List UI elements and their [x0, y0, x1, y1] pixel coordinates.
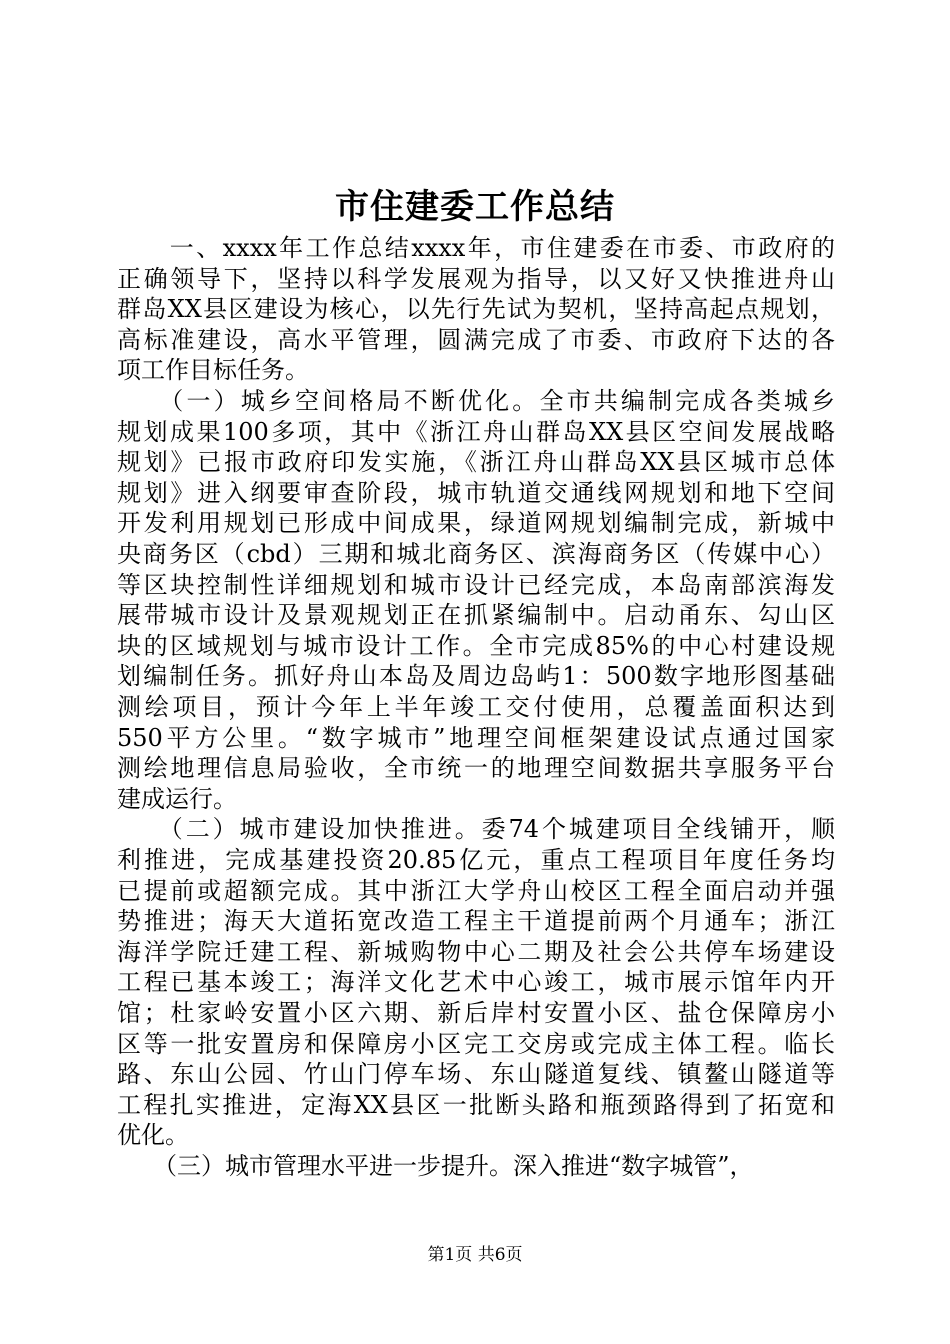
body-line: 路、东山公园、竹山门停车场、东山隧道复线、镇鳌山隧道等	[117, 1060, 835, 1089]
body-line: （一）城乡空间格局不断优化。全市共编制完成各类城乡	[117, 387, 835, 415]
body-line: 测绘项目，预计今年上半年竣工交付使用，总覆盖面积达到	[117, 693, 835, 721]
body-line: 正确领导下，坚持以科学发展观为指导，以又好又快推进舟山	[117, 264, 835, 293]
body-line: 优化。	[117, 1121, 189, 1150]
body-line: 规划成果100多项，其中《浙江舟山群岛XX县区空间发展战略	[117, 417, 835, 446]
body-line: 项工作目标任务。	[117, 356, 309, 385]
body-line: 开发利用规划已形成中间成果，绿道网规划编制完成，新城中	[117, 509, 835, 538]
body-line: 建成运行。	[117, 784, 237, 813]
body-line: 工程扎实推进，定海XX县区一批断头路和瓶颈路得到了拓宽和	[117, 1090, 835, 1119]
body-line: （二）城市建设加快推进。委74个城建项目全线铺开，顺	[117, 815, 835, 844]
body-line: 工程已基本竣工；海洋文化艺术中心竣工，城市展示馆年内开	[117, 968, 835, 997]
body-line: 央商务区（cbd）三期和城北商务区、滨海商务区（传媒中心）	[117, 540, 835, 568]
body-line: 区等一批安置房和保障房小区完工交房或完成主体工程。临长	[117, 1029, 835, 1058]
body-line: 群岛XX县区建设为核心，以先行先试为契机，坚持高起点规划，	[117, 295, 835, 324]
body-line: 利推进，完成基建投资20.85亿元，重点工程项目年度任务均	[117, 846, 835, 874]
body-line: 块的区域规划与城市设计工作。全市完成85%的中心村建设规	[117, 631, 835, 660]
body-line: 已提前或超额完成。其中浙江大学舟山校区工程全面启动并强	[117, 876, 835, 905]
document-title: 市住建委工作总结	[335, 187, 615, 227]
body-line: 规划》进入纲要审查阶段，城市轨道交通线网规划和地下空间	[117, 478, 835, 507]
body-line: 高标准建设，高水平管理，圆满完成了市委、市政府下达的各	[117, 325, 835, 354]
body-line: 馆；杜家岭安置小区六期、新后岸村安置小区、盐仓保障房小	[117, 999, 835, 1027]
page-footer: 第1页 共6页	[427, 1245, 523, 1265]
body-line: 一、xxxx年工作总结xxxx年，市住建委在市委、市政府的	[117, 234, 835, 262]
body-line: 海洋学院迁建工程、新城购物中心二期及社会公共停车场建设	[117, 937, 835, 966]
body-line: 测绘地理信息局验收，全市统一的地理空间数据共享服务平台	[117, 754, 835, 783]
body-line: 划编制任务。抓好舟山本岛及周边岛屿1：500数字地形图基础	[117, 662, 835, 691]
body-line: 规划》已报市政府印发实施，《浙江舟山群岛XX县区城市总体	[117, 448, 835, 477]
body-line: 展带城市设计及景观规划正在抓紧编制中。启动甬东、勾山区	[117, 601, 835, 630]
body-line: 等区块控制性详细规划和城市设计已经完成，本岛南部滨海发	[117, 570, 835, 599]
body-line: （三）城市管理水平进一步提升。深入推进“数字城管”，	[117, 1152, 754, 1180]
body-line: 550平方公里。“数字城市”地理空间框架建设试点通过国家	[117, 723, 835, 752]
body-line: 势推进；海天大道拓宽改造工程主干道提前两个月通车；浙江	[117, 907, 835, 936]
